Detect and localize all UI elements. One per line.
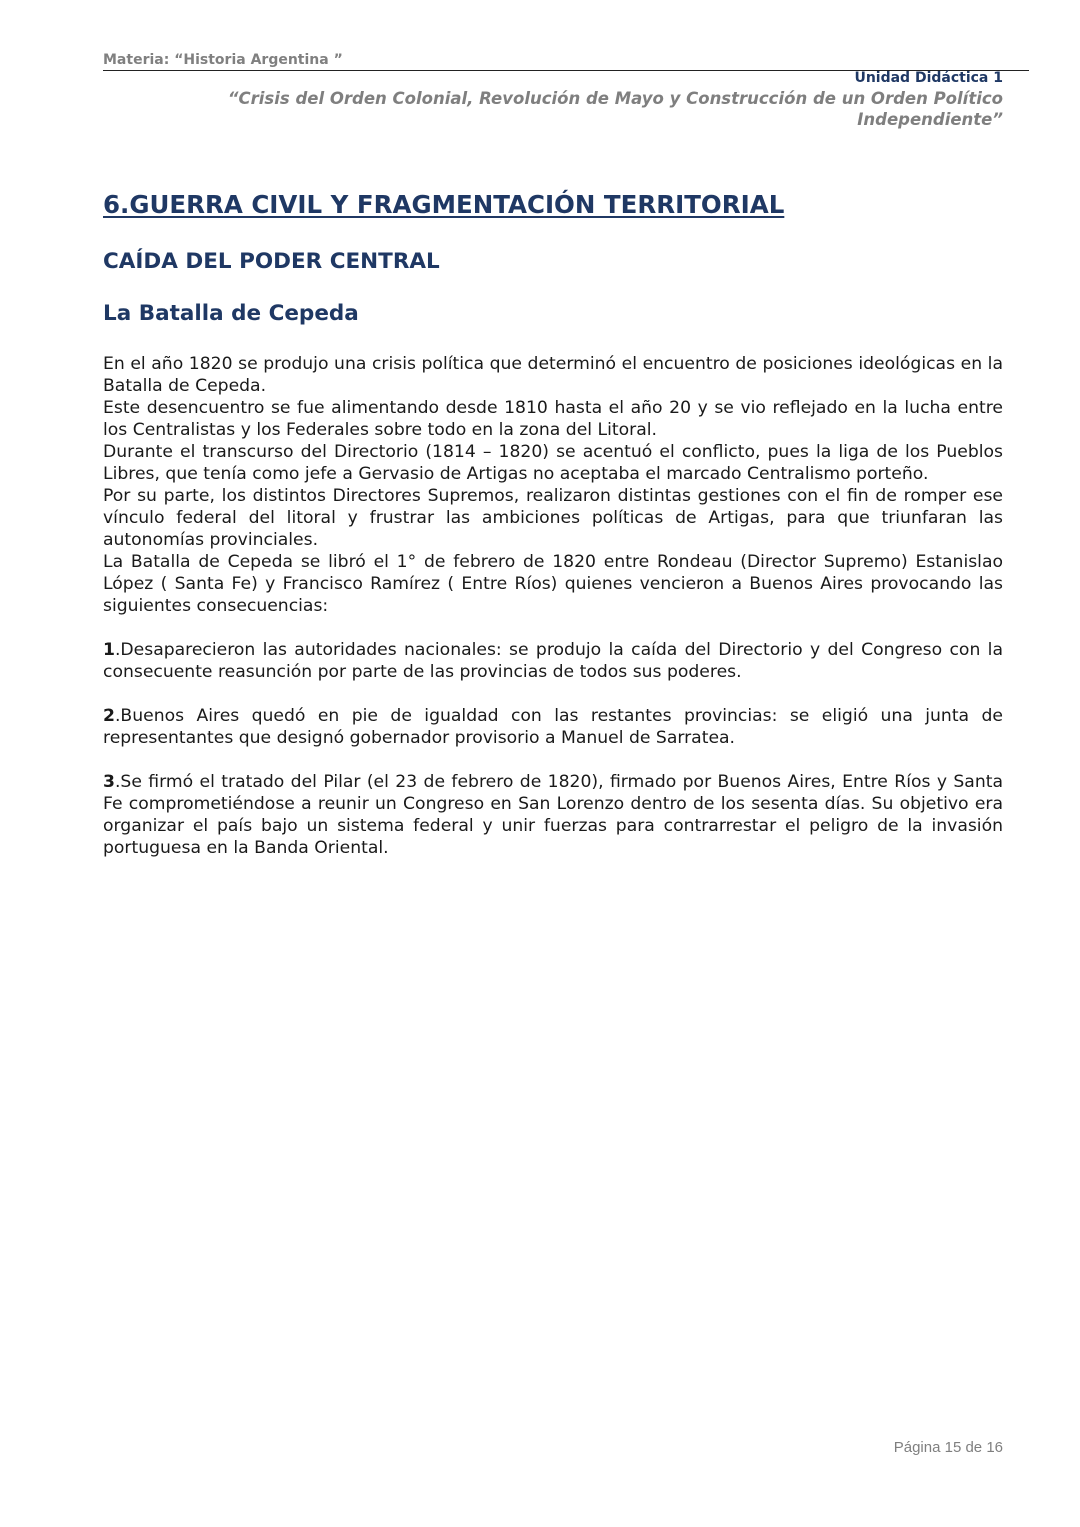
page-number: Página 15 de 16 [893,1439,1003,1456]
body-text [103,353,1003,859]
consequence-item [103,705,1003,749]
paragraph: Durante el transcurso del Directorio (1814 – 1820) se acentuó el conflicto, pues la liga de los Pueblos Libres, que tenía como jefe a Gervasio de Artigas no aceptaba el marcado Centralismo porteño. [103,442,1003,484]
section-title: 6.GUERRA CIVIL Y FRAGMENTACIÓN TERRITORIAL [103,190,785,219]
consequence-number: 1 [103,640,115,660]
consequence-number: 3 [103,772,115,792]
header-unit: Unidad Didáctica 1 [854,70,1003,86]
section-heading: La Batalla de Cepeda [103,301,359,326]
header-course-title: “Crisis del Orden Colonial, Revolución de Mayo y Construcción de un Orden Político Independiente” [227,89,1003,129]
consequence-text: .Buenos Aires quedó en pie de igualdad con las restantes provincias: se eligió una junta de representantes que designó gobernador provisorio a Manuel de Sarratea. [103,706,1003,748]
paragraph: La Batalla de Cepeda se libró el 1° de febrero de 1820 entre Rondeau (Director Supremo) Estanislao López ( Santa Fe) y Francisco Ramírez ( Entre Ríos) quienes vencieron a Buenos Aires provocando las siguientes consecuencias: [103,552,1003,616]
paragraph: En el año 1820 se produjo una crisis política que determinó el encuentro de posiciones ideológicas en la Batalla de Cepeda. [103,354,1003,396]
header-subject: Materia: “Historia Argentina ” [103,52,343,68]
consequence-text: .Desaparecieron las autoridades nacionales: se produjo la caída del Directorio y del Congreso con la consecuente reasunción por parte de las provincias de todos sus poderes. [103,640,1003,682]
paragraph: Este desencuentro se fue alimentando desde 1810 hasta el año 20 y se vio reflejado en la lucha entre los Centralistas y los Federales sobre todo en la zona del Litoral. [103,398,1003,440]
section-subtitle: CAÍDA DEL PODER CENTRAL [103,249,440,274]
paragraph: Por su parte, los distintos Directores Supremos, realizaron distintas gestiones con el fin de romper ese vínculo federal del litoral y frustrar las ambiciones políticas de Artigas, para que triunfaran las autonomías provinciales. [103,486,1003,550]
consequence-text: .Se firmó el tratado del Pilar (el 23 de febrero de 1820), firmado por Buenos Aires, Entre Ríos y Santa Fe comprometiéndose a reunir un Congreso en San Lorenzo dentro de los sesenta días. Su objetivo era organizar el país bajo un sistema federal y unir fuerzas para contrarrestar el peligro de la invasión portuguesa en la Banda Oriental. [103,772,1003,858]
consequence-number: 2 [103,706,115,726]
consequence-item [103,639,1003,683]
consequence-item [103,771,1003,859]
